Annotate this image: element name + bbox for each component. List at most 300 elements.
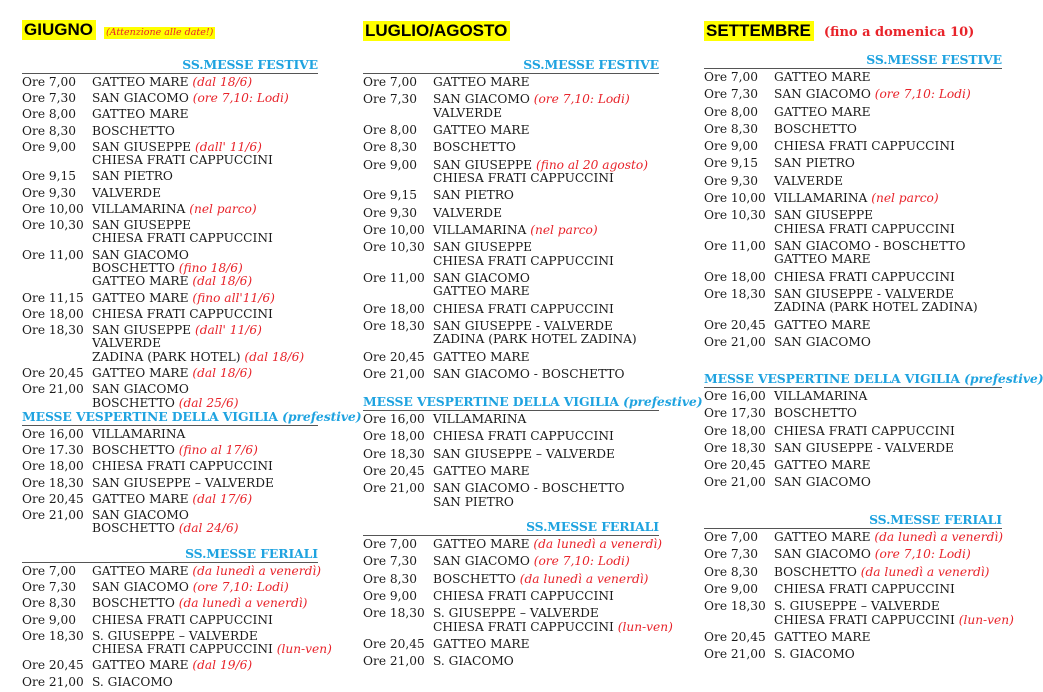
- place-name: BOSCHETTO: [92, 395, 179, 410]
- place-name: GATTEO MARE: [433, 284, 530, 299]
- mass-row: [22, 493, 318, 506]
- mass-places: [92, 308, 318, 321]
- mass-list: [363, 76, 659, 381]
- mass-list: [704, 390, 1002, 490]
- place-line: [433, 93, 659, 106]
- mass-row: [704, 425, 1002, 438]
- mass-row: [22, 170, 318, 183]
- place-name: BOSCHETTO: [92, 123, 175, 138]
- date-note: (fino al 20 agosto): [535, 157, 648, 172]
- section-title: [22, 409, 362, 426]
- mass-time: Ore 18,30: [22, 628, 84, 643]
- place-name: SAN GIACOMO: [774, 335, 871, 350]
- place-line: [92, 262, 318, 275]
- place-name: VILLAMARINA: [774, 389, 868, 403]
- mass-places: [774, 425, 1002, 438]
- place-name: CHIESA FRATI CAPPUCCINI: [433, 619, 618, 634]
- place-line: [774, 209, 1002, 222]
- place-line: [774, 336, 1002, 349]
- place-line: [433, 413, 659, 426]
- mass-time: Ore 20,45: [704, 317, 766, 332]
- section-title-sub: (prefestive): [964, 371, 1043, 386]
- mass-time: Ore 9,15: [22, 169, 77, 184]
- mass-places: [92, 493, 318, 506]
- mass-time: Ore 10,00: [363, 222, 425, 237]
- mass-places: [92, 460, 318, 473]
- place-line: [92, 154, 318, 167]
- date-note: (dal 18/6): [192, 274, 253, 289]
- place-line: [92, 367, 318, 380]
- section-title: [704, 371, 1043, 388]
- mass-places: [774, 548, 1002, 561]
- place-line: [92, 444, 318, 457]
- place-name: SAN PIETRO: [433, 188, 514, 203]
- mass-row: [22, 187, 318, 200]
- place-name: CHIESA FRATI CAPPUCCINI: [774, 423, 955, 438]
- place-line: [92, 249, 318, 262]
- date-note: (da lunedì a venerdì): [860, 564, 990, 579]
- place-name: CHIESA FRATI CAPPUCCINI: [433, 253, 614, 268]
- place-line: [433, 320, 659, 333]
- place-name: GATTEO MARE: [433, 123, 530, 137]
- mass-places: [774, 336, 1002, 349]
- place-name: GATTEO MARE: [433, 349, 530, 364]
- section-vigil: [704, 371, 1043, 494]
- date-note: (nel parco): [530, 222, 598, 237]
- place-line: [92, 565, 321, 578]
- mass-places: [92, 367, 318, 380]
- section-title-text: SS.MESSE FESTIVE: [523, 57, 659, 72]
- place-line: [774, 600, 1014, 613]
- mass-row: [363, 141, 659, 154]
- place-name: SAN GIACOMO: [774, 547, 875, 562]
- place-line: [433, 285, 659, 298]
- section-title-text: SS.MESSE FESTIVE: [182, 57, 318, 72]
- mass-time: Ore 10,30: [363, 240, 425, 255]
- mass-places: [774, 442, 1002, 455]
- mass-row: [704, 271, 1002, 284]
- place-line: [92, 125, 318, 138]
- place-line: [433, 333, 659, 346]
- date-note: (ore 7,10: Lodi): [533, 554, 630, 569]
- date-note: (ore 7,10: Lodi): [192, 91, 289, 106]
- place-line: [92, 203, 318, 216]
- place-line: [92, 493, 318, 506]
- mass-row: [363, 159, 659, 186]
- mass-row: [704, 583, 1002, 596]
- date-note: (da lunedì a venerdì): [874, 530, 1004, 544]
- mass-places: [92, 477, 318, 490]
- place-name: BOSCHETTO: [433, 140, 516, 155]
- place-name: ZADINA (PARK HOTEL ZADINA): [774, 300, 978, 315]
- place-line: [774, 390, 1002, 403]
- mass-time: Ore 11,00: [363, 270, 425, 285]
- mass-row: [363, 430, 659, 443]
- mass-time: Ore 20,45: [363, 349, 425, 364]
- place-name: GATTEO MARE: [774, 317, 871, 332]
- mass-row: [22, 383, 318, 410]
- mass-list: [22, 428, 318, 536]
- mass-row: [704, 140, 1002, 153]
- mass-row: [704, 476, 1002, 489]
- place-line: [92, 187, 318, 200]
- mass-time: Ore 7,00: [704, 530, 759, 544]
- mass-time: Ore 20,45: [363, 463, 425, 478]
- mass-row: [22, 509, 318, 536]
- mass-places: [92, 219, 318, 246]
- place-line: [92, 292, 318, 305]
- place-line: [92, 275, 318, 288]
- mass-places: [433, 538, 662, 551]
- section-title: [22, 58, 318, 74]
- mass-places: [92, 92, 318, 105]
- mass-places: [774, 319, 1002, 332]
- mass-time: Ore 7,30: [704, 87, 759, 102]
- mass-time: Ore 7,00: [22, 75, 77, 89]
- place-name: VALVERDE: [92, 185, 161, 200]
- mass-places: [92, 428, 318, 441]
- mass-row: [22, 292, 318, 305]
- mass-row: [363, 555, 659, 568]
- mass-time: Ore 9,30: [22, 185, 77, 200]
- place-line: [774, 459, 1002, 472]
- place-name: VALVERDE: [433, 105, 502, 120]
- mass-places: [774, 157, 1002, 170]
- place-line: [92, 581, 318, 594]
- mass-row: [363, 224, 659, 237]
- place-name: BOSCHETTO: [92, 521, 179, 536]
- date-note: (dal 17/6): [192, 491, 253, 506]
- mass-time: Ore 18,30: [704, 599, 766, 614]
- mass-time: Ore 20,45: [704, 629, 766, 644]
- mass-time: Ore 21,00: [704, 475, 766, 490]
- place-line: [774, 240, 1002, 253]
- place-line: [774, 123, 1002, 136]
- place-line: [92, 630, 332, 643]
- place-line: [92, 509, 318, 522]
- mass-places: [433, 320, 659, 347]
- place-line: [433, 482, 659, 495]
- place-line: [774, 476, 1002, 489]
- mass-row: [22, 92, 318, 105]
- mass-places: [774, 407, 1002, 420]
- mass-places: [92, 292, 318, 305]
- section-vigil: [22, 409, 362, 539]
- mass-places: [433, 638, 659, 651]
- place-name: CHIESA FRATI CAPPUCCINI: [92, 612, 273, 627]
- place-name: S. GIACOMO: [92, 674, 173, 689]
- date-note: (fino al 17/6): [178, 443, 258, 458]
- mass-places: [92, 203, 318, 216]
- place-line: [92, 324, 318, 337]
- place-name: GATTEO MARE: [92, 290, 193, 305]
- mass-places: [433, 351, 659, 364]
- place-name: SAN GIACOMO: [433, 554, 534, 569]
- mass-time: Ore 21,00: [704, 647, 766, 662]
- place-name: GATTEO MARE: [433, 537, 534, 551]
- mass-list: [22, 76, 318, 410]
- mass-places: [92, 597, 318, 610]
- mass-row: [22, 628, 332, 657]
- mass-places: [774, 140, 1002, 153]
- date-note: (dall' 11/6): [194, 323, 262, 338]
- place-line: [774, 614, 1014, 627]
- place-name: VALVERDE: [92, 336, 161, 351]
- mass-time: Ore 7,00: [22, 564, 77, 578]
- place-line: [774, 301, 1002, 314]
- place-name: GATTEO MARE: [433, 75, 530, 89]
- place-name: GATTEO MARE: [92, 366, 193, 381]
- place-line: [433, 430, 659, 443]
- place-line: [92, 108, 318, 121]
- place-line: [774, 566, 1002, 579]
- mass-places: [433, 76, 659, 89]
- mass-row: [704, 175, 1002, 188]
- place-name: GATTEO MARE: [774, 70, 871, 84]
- place-name: SAN PIETRO: [774, 156, 855, 171]
- mass-time: Ore 10,30: [704, 208, 766, 223]
- date-note: (ore 7,10: Lodi): [533, 92, 630, 107]
- mass-places: [92, 249, 318, 289]
- mass-row: [22, 249, 318, 289]
- mass-time: Ore 7,00: [363, 537, 418, 551]
- place-name: VILLAMARINA: [433, 222, 531, 237]
- place-name: S. GIUSEPPE – VALVERDE: [433, 606, 599, 621]
- mass-time: Ore 7,30: [363, 92, 418, 107]
- section-title-sub: (prefestive): [282, 409, 362, 424]
- mass-time: Ore 8,00: [704, 104, 759, 119]
- mass-places: [774, 106, 1002, 119]
- place-line: [774, 140, 1002, 153]
- section-title: [363, 58, 659, 74]
- place-line: [92, 428, 318, 441]
- place-name: SAN PIETRO: [433, 494, 514, 509]
- place-name: SAN GIACOMO: [774, 475, 871, 490]
- mass-places: [92, 509, 318, 536]
- place-line: [433, 465, 659, 478]
- place-name: GATTEO MARE: [774, 252, 871, 267]
- place-line: [92, 308, 318, 321]
- place-line: [433, 272, 659, 285]
- section-festive: [22, 58, 318, 413]
- place-line: [433, 303, 659, 316]
- mass-row: [704, 288, 1002, 315]
- mass-time: Ore 8,30: [704, 121, 759, 136]
- section-title-text: MESSE VESPERTINE DELLA VIGILIA: [704, 371, 965, 386]
- mass-row: [363, 606, 673, 634]
- place-line: [774, 583, 1002, 596]
- mass-list: [363, 413, 659, 509]
- place-line: [433, 621, 673, 634]
- place-name: S. GIUSEPPE – VALVERDE: [774, 599, 940, 614]
- mass-row: [363, 638, 659, 651]
- mass-row: [363, 93, 659, 120]
- place-name: CHIESA FRATI CAPPUCCINI: [92, 306, 273, 321]
- mass-places: [433, 655, 659, 668]
- mass-row: [363, 590, 659, 603]
- place-name: SAN GIUSEPPE: [92, 139, 195, 154]
- place-name: BOSCHETTO: [92, 261, 179, 276]
- mass-time: Ore 10,00: [704, 191, 766, 206]
- date-note: (dal 25/6): [178, 395, 239, 410]
- mass-list: [22, 564, 332, 689]
- place-line: [774, 425, 1002, 438]
- month-title: LUGLIO/AGOSTO: [363, 21, 510, 41]
- mass-row: [363, 465, 659, 478]
- mass-time: Ore 21,00: [22, 508, 84, 523]
- section-title-sub: (prefestive): [623, 394, 703, 409]
- month-header: [363, 21, 510, 41]
- mass-row: [363, 537, 663, 551]
- mass-row: [704, 442, 1002, 455]
- mass-row: [22, 324, 318, 364]
- mass-row: [704, 319, 1002, 332]
- mass-places: [433, 465, 659, 478]
- section-title: [704, 53, 1002, 69]
- place-line: [433, 655, 659, 668]
- mass-row: [704, 531, 1002, 544]
- mass-time: Ore 7,30: [363, 554, 418, 569]
- mass-places: [92, 324, 318, 364]
- place-name: GATTEO MARE: [433, 636, 530, 651]
- section-title-text: SS.MESSE FERIALI: [185, 546, 318, 561]
- mass-list: [704, 530, 1014, 662]
- mass-time: Ore 18,00: [22, 459, 84, 474]
- mass-time: Ore 16,00: [22, 427, 84, 441]
- mass-row: [704, 106, 1002, 119]
- mass-row: [363, 368, 659, 381]
- place-name: CHIESA FRATI CAPPUCCINI: [774, 269, 955, 284]
- place-name: S. GIACOMO: [774, 647, 855, 662]
- mass-places: [433, 189, 659, 202]
- place-name: GATTEO MARE: [774, 458, 871, 473]
- mass-time: Ore 11,15: [22, 290, 84, 305]
- place-line: [433, 368, 659, 381]
- month-note: (Attenzione alle date!): [105, 27, 214, 38]
- place-name: BOSCHETTO: [774, 121, 857, 136]
- mass-time: Ore 16,00: [363, 412, 425, 426]
- mass-time: Ore 7,00: [363, 75, 418, 89]
- mass-places: [774, 531, 1003, 544]
- mass-time: Ore 11,00: [22, 247, 84, 262]
- place-name: GATTEO MARE: [433, 463, 530, 478]
- place-name: SAN GIUSEPPE: [433, 157, 536, 172]
- mass-places: [774, 209, 1002, 236]
- place-name: SAN GIACOMO - BOSCHETTO: [433, 481, 625, 496]
- date-note: (fino all'11/6): [192, 290, 275, 305]
- place-line: [92, 141, 318, 154]
- place-name: CHIESA FRATI CAPPUCCINI: [774, 139, 955, 154]
- place-name: VILLAMARINA: [92, 201, 190, 216]
- mass-row: [363, 272, 659, 299]
- place-line: [433, 241, 659, 254]
- mass-places: [774, 88, 1002, 101]
- section-title-text: MESSE VESPERTINE DELLA VIGILIA: [22, 409, 283, 424]
- place-line: [92, 522, 318, 535]
- place-name: BOSCHETTO: [433, 571, 520, 586]
- mass-places: [774, 583, 1002, 596]
- place-line: [92, 92, 318, 105]
- mass-places: [774, 271, 1002, 284]
- mass-places: [433, 573, 659, 586]
- mass-places: [774, 288, 1002, 315]
- date-note: (dal 18/6): [244, 349, 305, 364]
- mass-row: [704, 390, 1002, 403]
- mass-time: Ore 8,30: [22, 596, 77, 611]
- place-line: [92, 219, 318, 232]
- place-line: [433, 189, 659, 202]
- mass-places: [774, 192, 1002, 205]
- mass-places: [433, 93, 659, 120]
- mass-time: Ore 20,45: [22, 658, 84, 673]
- place-line: [774, 192, 1002, 205]
- place-name: SAN GIACOMO: [92, 247, 189, 262]
- mass-places: [92, 170, 318, 183]
- place-name: BOSCHETTO: [774, 564, 861, 579]
- date-note: (dal 18/6): [192, 75, 253, 89]
- place-line: [433, 207, 659, 220]
- mass-time: Ore 8,30: [363, 571, 418, 586]
- place-name: GATTEO MARE: [92, 564, 193, 578]
- place-line: [774, 319, 1002, 332]
- place-name: VILLAMARINA: [433, 412, 527, 426]
- mass-time: Ore 21,00: [704, 335, 766, 350]
- place-name: SAN GIACOMO: [92, 508, 189, 523]
- mass-places: [92, 383, 318, 410]
- mass-places: [774, 476, 1002, 489]
- mass-row: [22, 460, 318, 473]
- date-note: (dal 24/6): [178, 521, 239, 536]
- date-note: (fino 18/6): [178, 261, 243, 276]
- mass-row: [363, 189, 659, 202]
- place-name: GATTEO MARE: [92, 107, 189, 122]
- mass-row: [704, 566, 1002, 579]
- mass-places: [433, 555, 659, 568]
- date-note: (dal 19/6): [192, 658, 253, 673]
- mass-time: Ore 20,45: [363, 636, 425, 651]
- mass-time: Ore 7,30: [704, 547, 759, 562]
- date-note: (ore 7,10: Lodi): [192, 580, 289, 595]
- mass-time: Ore 21,00: [22, 674, 84, 689]
- place-name: BOSCHETTO: [92, 443, 179, 458]
- mass-row: [704, 548, 1002, 561]
- mass-row: [363, 448, 659, 461]
- section-festive: [704, 53, 1002, 353]
- place-line: [92, 597, 318, 610]
- place-line: [774, 648, 1002, 661]
- mass-places: [774, 390, 1002, 403]
- mass-row: [22, 477, 318, 490]
- mass-places: [433, 159, 659, 186]
- place-line: [774, 407, 1002, 420]
- mass-time: Ore 9,30: [363, 205, 418, 220]
- place-name: GATTEO MARE: [774, 530, 875, 544]
- mass-row: [22, 564, 322, 578]
- mass-row: [704, 407, 1002, 420]
- place-name: GATTEO MARE: [92, 658, 193, 673]
- mass-row: [704, 157, 1002, 170]
- mass-places: [774, 240, 1002, 267]
- mass-time: Ore 18,30: [704, 287, 766, 302]
- mass-places: [774, 71, 1002, 84]
- date-note: (nel parco): [189, 201, 257, 216]
- place-line: [92, 477, 318, 490]
- mass-row: [363, 655, 659, 668]
- mass-row: [704, 88, 1002, 101]
- mass-row: [363, 482, 659, 509]
- place-line: [774, 631, 1002, 644]
- mass-time: Ore 18,00: [363, 429, 425, 444]
